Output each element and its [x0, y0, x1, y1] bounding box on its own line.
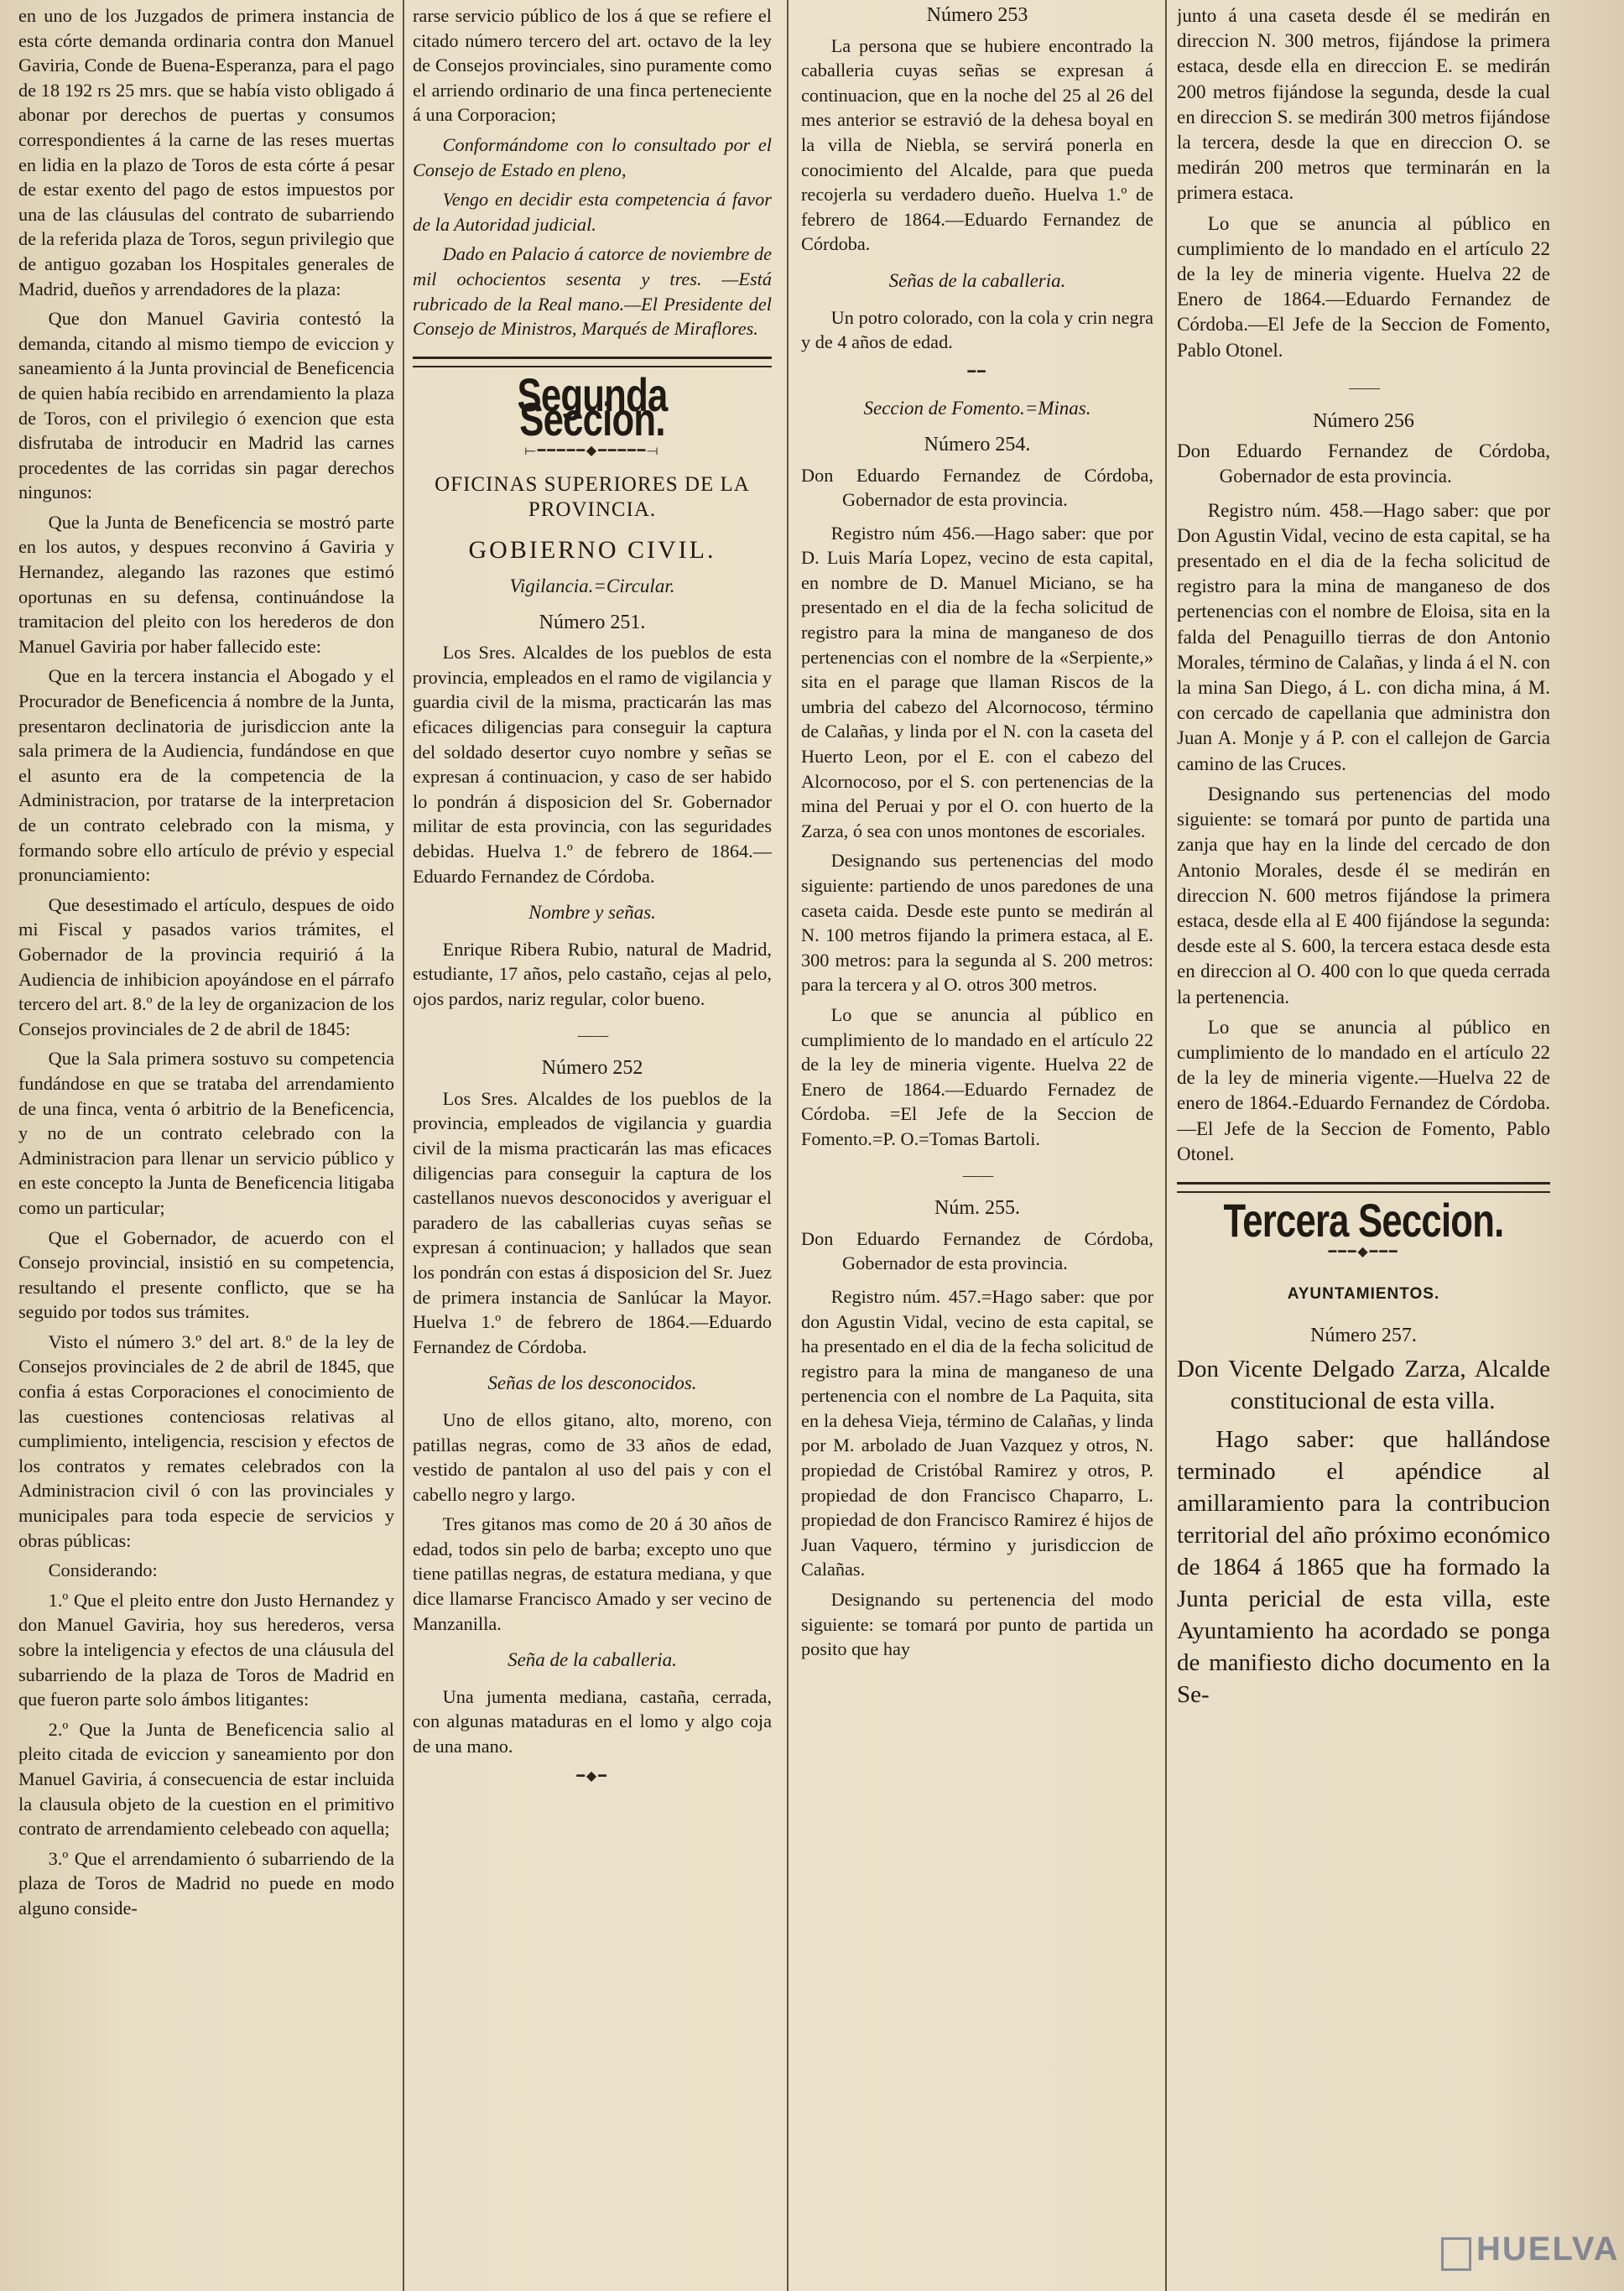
subsection-heading: Señas de la caballeria. — [888, 269, 1066, 291]
section-rule — [1177, 1182, 1550, 1193]
ornament-divider: ━━ — [967, 364, 987, 379]
ornament-divider: ⟝━━━━━◆━━━━━⟞ — [524, 443, 660, 458]
column-3 — [801, 3, 1153, 2281]
section-subheading: OFICINAS SUPERIORES DE LA PROVINCIA. — [435, 472, 750, 521]
item-number: Número 253 — [926, 4, 1028, 26]
paragraph: Enrique Ribera Rubio, natural de Madrid, estudiante, 17 años, pelo castaño, cejas al pelo, ojos pardos, nariz regular, color bueno. — [413, 938, 772, 1009]
paragraph: Un potro colorado, con la cola y crin negra y de 4 años de edad. — [801, 306, 1153, 353]
item-number: Número 251. — [539, 611, 646, 633]
ornament-divider: ━◆━ — [576, 1768, 608, 1783]
archive-watermark — [1441, 2224, 1620, 2283]
column-rule — [787, 0, 789, 2291]
paragraph: Los Sres. Alcaldes de los pueblos de esta provincia, empleados en el ramo de vigilancia y guardia civil de la misma, practicarán las mas eficaces diligencias para conseguir la captura del soldado desertor cuyo nombre y señas se expresan á continuacion, y caso de ser habido lo pondrán á disposicion del Sr. Gobernador militar de esta provincia, con las seguridades debidas. Huelva 1.º de febrero de 1864.—Eduardo Fernandez de Córdoba. — [413, 642, 772, 887]
column-4 — [1177, 3, 1550, 2281]
considerando-label: Considerando: — [48, 1559, 158, 1581]
paragraph: Registro núm. 458.—Hago saber: que por Don Agustin Vidal, vecino de esta capital, se ha presentado en el dia de la fecha solicitud de registro para la mina de manganeso de dos pertenencias con el nombre de Eloisa, sita en la falda del Penaguillo tierras de don Antonio Morales, término de Calañas, y linda á el N. con la mina San Diego, á L. con dicha mina, á M. con cercado de capellania que administra don Juan A. Monje y á P. con el callejon de Garcia camino de las Cruces. — [1177, 499, 1550, 774]
short-divider: — — — [577, 1026, 607, 1044]
enlarged-notice — [1177, 1353, 1550, 1710]
paragraph: Conformándome con lo consultado por el Consejo de Estado en pleno, — [413, 133, 772, 180]
subsection-heading: Señas de los desconocidos. — [487, 1372, 697, 1394]
paragraph: Que desestimado el artículo, despues de oido mi Fiscal y pasados varios trámites, el Gobernador de la provincia requirió á la Audiencia de inhibicion apoyándose en el párrafo tercero del art. 8.º de la ley de organizacion de los Consejos provinciales de 2 de abril de 1845: — [18, 893, 394, 1039]
paragraph: La persona que se hubiere encontrado la caballeria cuyas señas se expresan á continuacion, que en la noche del 25 al 26 del mes anterior se estravió de la dehesa boyal en la villa de Niebla, se servirá ponerla en conocimiento del Alcalde, para que pueda recojerla su verdadero dueño. Huelva 1.º de febrero de 1864.—Eduardo Fernandez de Córdoba. — [801, 34, 1153, 255]
paragraph: Que en la tercera instancia el Abogado y el Procurador de Beneficencia á nombre de la Junta, presentaron declinatoria de jurisdiccion ante la sala primera de la Audiencia, fundándose en que el asunto era de la competencia de la Administracion, por tratarse de la interpretacion de un contrato celebrado con la misma, y formando sobre ello artículo de prévio y especial pronunciamiento: — [18, 665, 394, 886]
item-number: Núm. 255. — [934, 1197, 1020, 1220]
paragraph: Don Eduardo Fernandez de Córdoba, Gobernador de esta provincia. — [1177, 440, 1550, 487]
item-number: Número 252 — [541, 1057, 643, 1080]
section-title: Tercera Seccion. — [1223, 1193, 1504, 1247]
ornament-divider: ━━━◆━━━ — [1328, 1245, 1399, 1260]
paragraph: Tres gitanos mas como de 20 á 30 años de edad, todos sin pelo de barba; excepto uno que tiene patillas negras, de estatura mediana, y que dice llamarse Francisco Amado y ser vecino de Manzanilla. — [413, 1513, 772, 1634]
paragraph: Registro núm 456.—Hago saber: que por D. Luis María Lopez, vecino de esta capital, en nombre de D. Manuel Miciano, se ha presentado en el dia de la fecha solicitud de registro para la mina de manganeso de dos pertenencias con el nombre de la «Serpiente,» sita en el parage que llaman Riscos de la umbria del cabezo del Alcornocoso, término de Calañas, y linda por el N. con la caseta del Huerto Leon, por el E. con el cabezo del Alcornocoso, por el S. con pertenencias de la mina del Peruai y por el O. con huerto de la Zarza, ó sea con unos montones de escoriales. — [801, 522, 1153, 841]
paragraph: Designando sus pertenencias del modo siguiente: se tomará por punto de partida una zanja que hay en la linde del cercado de don Antonio Morales, desde él se medirán en direccion N. 600 metros fijándose la primera estaca, desde ella al E 400 fijándose la segunda: desde este al S. 600, la tercera estaca desde esta en direccion al O. 400 con lo que queda cerrada la pertenencia. — [1177, 783, 1550, 1008]
paragraph: Lo que se anuncia al público en cumplimiento de lo mandado en el artículo 22 de la ley de mineria vigente.—Huelva 22 de enero de 1864.-Eduardo Fernandez de Córdoba.—El Jefe de la Seccion de Fomento, Pablo Otonel. — [1177, 1016, 1550, 1164]
short-divider: — — — [1349, 378, 1378, 396]
paragraph: 1.º Que el pleito entre don Justo Hernandez y don Manuel Gaviria, hoy sus herederos, versa sobre la inteligencia y efectos de una cláusula del subarriendo de la plaza de Toros de Madrid en que fueron parte solo ámbos litigantes: — [18, 1589, 394, 1710]
paragraph: rarse servicio público de los á que se refiere el citado número tercero del art. octavo de la ley de Consejos provinciales, sino puramente como el arriendo ordinario de una finca perteneciente á una Corporacion; — [413, 5, 772, 126]
column-rule — [1165, 0, 1167, 2291]
paragraph: Hago saber: que hallándose terminado el apéndice al amillaramiento para la contribucion territorial del año próximo económico de 1864 á 1865 que ha formado la Junta pericial de esta villa, este Ayuntamiento ha acordado se ponga de manifiesto dicho documento en la Se- — [1177, 1425, 1550, 1708]
watermark-text: HUELVA — [1476, 2231, 1620, 2268]
paragraph: Que don Manuel Gaviria contestó la demanda, citando al mismo tiempo de eviccion y saneamiento á la Junta provincial de Beneficencia de quien había recibido en arrendamiento la plaza de Toros, con el privilegio ó exencion que esta disfrutaba de introducir en Madrid las carnes procedentes de las corridas sin pagar derechos ningunos: — [18, 308, 394, 503]
paragraph: junto á una caseta desde él se medirán en direccion N. 300 metros, fijándose la primera estaca, desde ella en direccion E. se medirán 200 metros fijándose la segunda, desde la cual en direccion S. se medirán 300 metros fijándose la tercera, desde la que en direccion O. se medirán 200 metros que terminarán en la primera estaca. — [1177, 5, 1550, 204]
subsection-heading: Nombre y señas. — [528, 902, 656, 924]
subsection-heading: Vigilancia.=Circular. — [509, 575, 675, 597]
item-number: Número 254. — [924, 433, 1031, 456]
paragraph: 3.º Que el arrendamiento ó subarriendo de la plaza de Toros de Madrid no puede en modo alguno conside- — [18, 1847, 394, 1919]
paragraph: Designando su pertenencia del modo siguiente: se tomará por punto de partida un posito que hay — [801, 1589, 1153, 1660]
paragraph: Registro núm. 457.=Hago saber: que por don Agustin Vidal, vecino de esta capital, se ha presentado en el dia de la fecha solicitud de registro para la mina de manganeso de una pertenencia con el nombre de La Paquita, sita en la dehesa Vieja, término de Calañas, y linda por M. arbolado de Juan Vazquez y otros, N. propiedad de Cristóbal Ramirez y otros, P. propiedad de don Francisco Chaparro, L. propiedad de don Francisco Ramirez é hijos de Juan Vaquero, término y jurisdiccion de Calañas. — [801, 1285, 1153, 1580]
subsection-heading: Seccion de Fomento.=Minas. — [863, 398, 1091, 419]
subsection-heading: Seña de la caballeria. — [508, 1649, 677, 1671]
paragraph: Lo que se anuncia al público en cumplimiento de lo mandado en el artículo 22 de la ley de mineria vigente. Huelva 22 de Enero de 1864.—Eduardo Fernandez de Córdoba.—El Jefe de la Seccion de Fomento, Pablo Otonel. — [1177, 212, 1550, 361]
section-title: Segunda Seccion. — [517, 367, 668, 446]
paragraph: Lo que se anuncia al público en cumplimiento de lo mandado en el artículo 22 de la ley de mineria vigente. Huelva 22 de Enero de 1864.—Eduardo Fernadez de Córdoba. =El Jefe de la Seccion de Fomento.=P. O.=Tomas Bartoli. — [801, 1003, 1153, 1149]
paragraph: Designando sus pertenencias del modo siguiente: partiendo de unos paredones de una caseta caida. Desde este punto se medirán al N. 100 metros fijando la primera estaca, al E. 300 metros: para la segunda al S. 200 metros: para la tercera y al O. otros 300 metros. — [801, 850, 1153, 996]
column-1 — [18, 3, 394, 2281]
paragraph: Los Sres. Alcaldes de los pueblos de la provincia, empleados de vigilancia y guardia civil de la misma practicarán las mas eficaces diligencias para conseguir la captura de los castellanos nuevos desconocidos y averiguar el paradero de las caballerias cuyas señas se expresan á continuacion; y hallados que sean los pondrán con estas á disposicion del Sr. Juez de primera instancia de Sanlúcar la Mayor. Huelva 1.º de febrero de 1864.—Eduardo Fernandez de Córdoba. — [413, 1087, 772, 1357]
paragraph: Dado en Palacio á catorce de noviembre de mil ochocientos sesenta y tres. —Está rubricado de la Real mano.—El Presidente del Consejo de Ministros, Marqués de Miraflores. — [413, 243, 772, 340]
paragraph: Uno de ellos gitano, alto, moreno, con patillas negras, como de 33 años de edad, vestido de pantalon al uso del pais y con el cabello negro y largo. — [413, 1408, 772, 1505]
paragraph: Don Vicente Delgado Zarza, Alcalde constitucional de esta villa. — [1177, 1355, 1550, 1414]
item-number: Número 257. — [1310, 1324, 1417, 1346]
watermark-logo-icon — [1441, 2237, 1471, 2271]
paragraph: Visto el número 3.º del art. 8.º de la ley de Consejos provinciales de 2 de abril de 1845, que confia á estas Corporaciones el conocimiento de las cuestiones contenciosas relativas al cumplimiento, inteligencia, rescision y efectos de los contratos y remates celebrados con la Administracion civil ó con las provinciales y municipales para toda especie de servicios y obras públicas: — [18, 1330, 394, 1551]
item-number: Número 256 — [1313, 410, 1414, 433]
section-subheading: AYUNTAMIENTOS. — [1287, 1285, 1440, 1304]
section-subheading: GOBIERNO CIVIL. — [468, 535, 716, 564]
column-rule — [403, 0, 404, 2291]
short-divider: — — — [962, 1166, 992, 1184]
paragraph: Don Eduardo Fernandez de Córdoba, Gobernador de esta provincia. — [801, 464, 1153, 511]
paragraph: Que la Sala primera sostuvo su competencia fundándose en que se trataba del arrendamiento de una finca, venta ó arbitrio de la Beneficencia, y no de un contrato celebrado con la Administracion para llenar un servicio público y en este concepto la Junta de Beneficencia litigaba como un particular; — [18, 1048, 394, 1218]
column-2 — [413, 3, 772, 2281]
paragraph: Que el Gobernador, de acuerdo con el Consejo provincial, insistió en su competencia, resultando el presente conflicto, que se ha seguido por todos sus trámites. — [18, 1226, 394, 1323]
paragraph: en uno de los Juzgados de primera instancia de esta córte demanda ordinaria contra don Manuel Gaviria, Conde de Buena-Esperanza, para el pago de 18 192 rs 25 mrs. que se había visto obligado á abonar por derechos de puertas y consumos correspondientes á la carne de las reses muertas en lidia en la plazo de Toros de esta córte á pesar de estar exento del pago de estos impuestos por una de las cláusulas del contrato de subarriendo de la referida plaza de Toros, segun privilegio que de antiguo gozaban los Hospitales generales de Madrid, dueños y arrendadores de la plaza: — [18, 5, 394, 299]
section-rule — [413, 357, 772, 367]
paragraph: Don Eduardo Fernandez de Córdoba, Gobernador de esta provincia. — [801, 1227, 1153, 1274]
paragraph: Que la Junta de Beneficencia se mostró parte en los autos, y despues reconvino á Gaviria y Hernandez, alegando las razones que estimó oportunas en su defensa, continuándose la tramitacion del pleito con los herederos de don Manuel Gaviria por haber fallecido este: — [18, 511, 394, 657]
paragraph: Vengo en decidir esta competencia á favor de la Autoridad judicial. — [413, 189, 772, 235]
paragraph: 2.º Que la Junta de Beneficencia salio al pleito citada de eviccion y saneamiento por don Manuel Gaviria, á consecuencia de estar incluida la clausula objeto de la cuestion en el primitivo contrato de arrendamiento celebeado con aquella; — [18, 1718, 394, 1840]
paragraph: Una jumenta mediana, castaña, cerrada, con algunas mataduras en el lomo y algo coja de una mano. — [413, 1685, 772, 1757]
